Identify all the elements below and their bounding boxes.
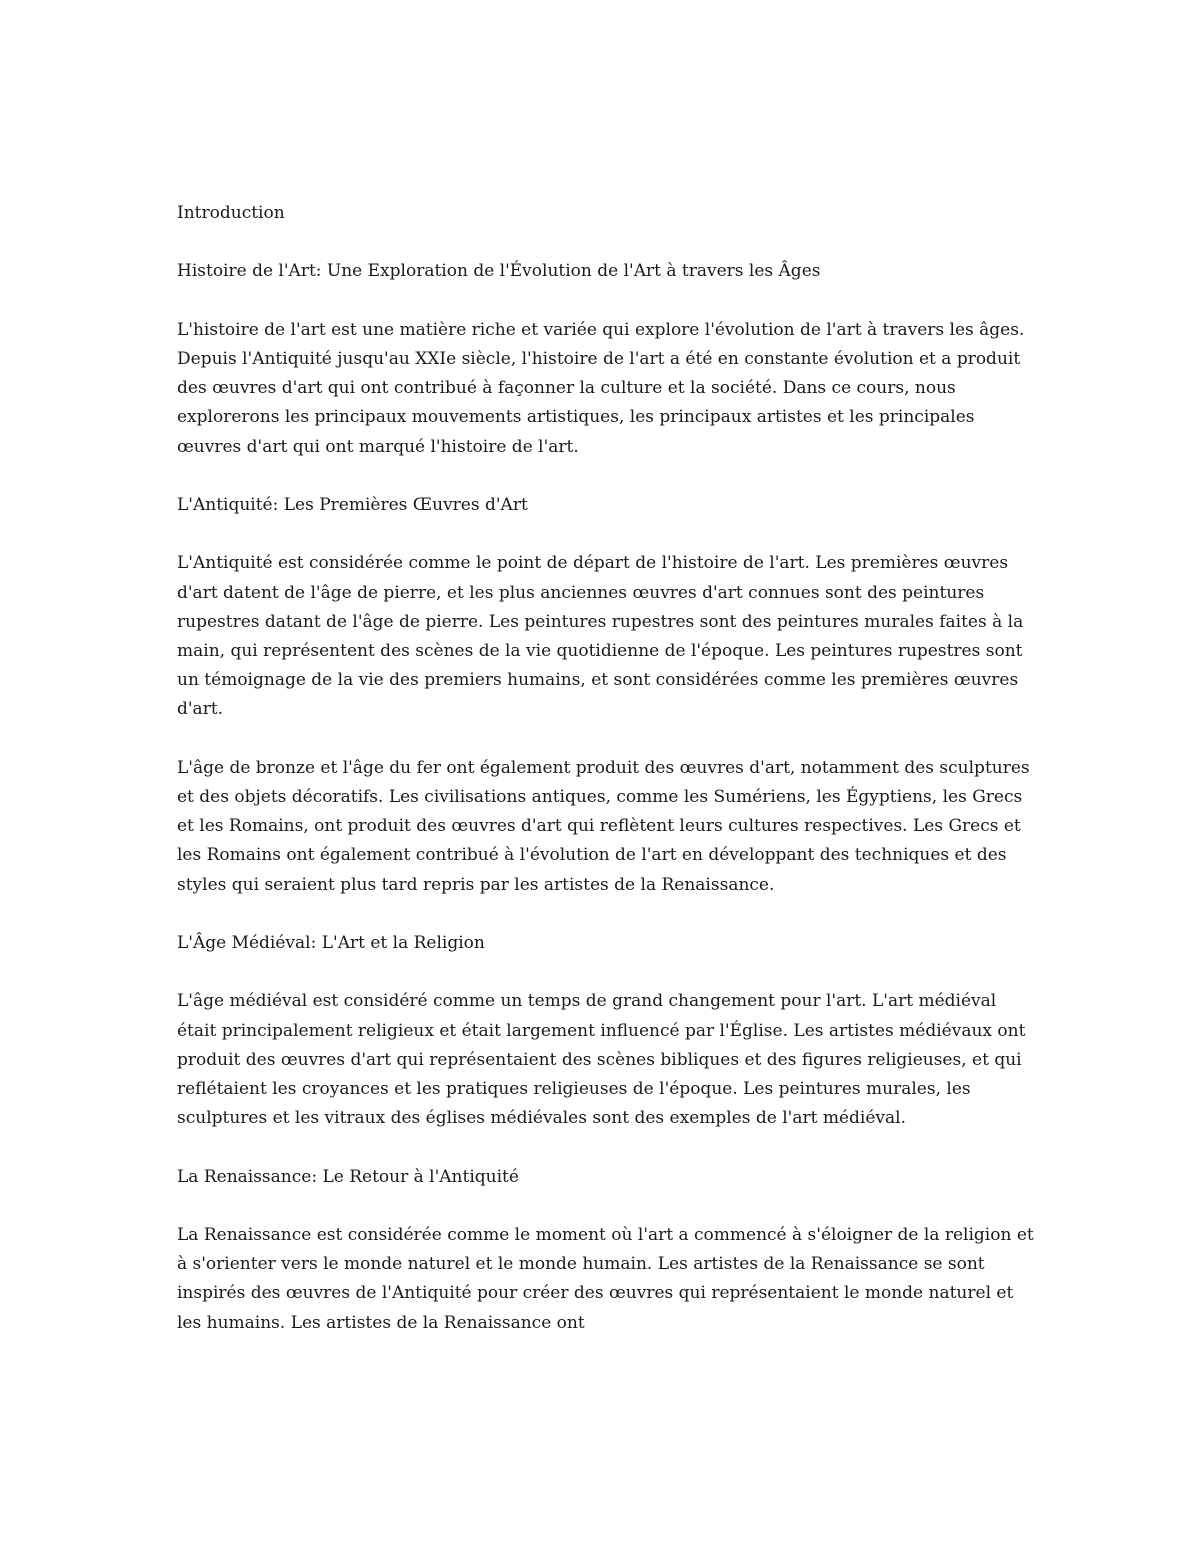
antiquity-paragraph-1: L'Antiquité est considérée comme le point de départ de l'histoire de l'art. Les premières œuvres d'art datent de l'âge de pierre, et les plus anciennes œuvres d'art connues sont des peintures rupestres datant de l'âge de pierre. Les peintures rupestres sont des peintures murales faites à la main, qui représentent des scènes de la vie quotidienne de l'époque. Les peintures rupestres sont un témoignage de la vie des premiers humains, et sont considérées comme les premières œuvres d'art. [177,553,1024,720]
section-heading-antiquity: L'Antiquité: Les Premières Œuvres d'Art [177,494,528,515]
intro-label: Introduction [177,203,285,223]
renaissance-paragraph-1: La Renaissance est considérée comme le moment où l'art a commencé à s'éloigner de la religion et à s'orienter vers le monde naturel et le monde humain. Les artistes de la Renaissance se sont inspirés des œuvres de l'Antiquité pour créer des œuvres qui représentaient le monde naturel et les humains. Les artistes de la Renaissance ont [177,1224,1034,1333]
intro-paragraph: L'histoire de l'art est une matière riche et variée qui explore l'évolution de l'art à travers les âges. Depuis l'Antiquité jusqu'au XXIe siècle, l'histoire de l'art a été en constante évolution et a produit des œuvres d'art qui ont contribué à façonner la culture et la société. Dans ce cours, nous explorerons les principaux mouvements artistiques, les principaux artistes et les principales œuvres d'art qui ont marqué l'histoire de l'art. [177,319,1025,457]
antiquity-paragraph-2: L'âge de bronze et l'âge du fer ont également produit des œuvres d'art, notamment des sculptures et des objets décoratifs. Les civilisations antiques, comme les Sumériens, les Égyptiens, les Grecs et les Romains, ont produit des œuvres d'art qui reflètent leurs cultures respectives. Les Grecs et les Romains ont également contribué à l'évolution de l'art en développant des techniques et des styles qui seraient plus tard repris par les artistes de la Renaissance. [177,757,1030,895]
document-title: Histoire de l'Art: Une Exploration de l'Évolution de l'Art à travers les Âges [177,261,821,282]
medieval-paragraph-1: L'âge médiéval est considéré comme un temps de grand changement pour l'art. L'art médiéval était principalement religieux et était largement influencé par l'Église. Les artistes médiévaux ont produit des œuvres d'art qui représentaient des scènes bibliques et des figures religieuses, et qui reflétaient les croyances et les pratiques religieuses de l'époque. Les peintures murales, les sculptures et les vitraux des églises médiévales sont des exemples de l'art médiéval. [177,991,1026,1129]
document-body [177,199,1037,1338]
section-heading-medieval: L'Âge Médiéval: L'Art et la Religion [177,932,485,953]
section-heading-renaissance: La Renaissance: Le Retour à l'Antiquité [177,1166,519,1187]
